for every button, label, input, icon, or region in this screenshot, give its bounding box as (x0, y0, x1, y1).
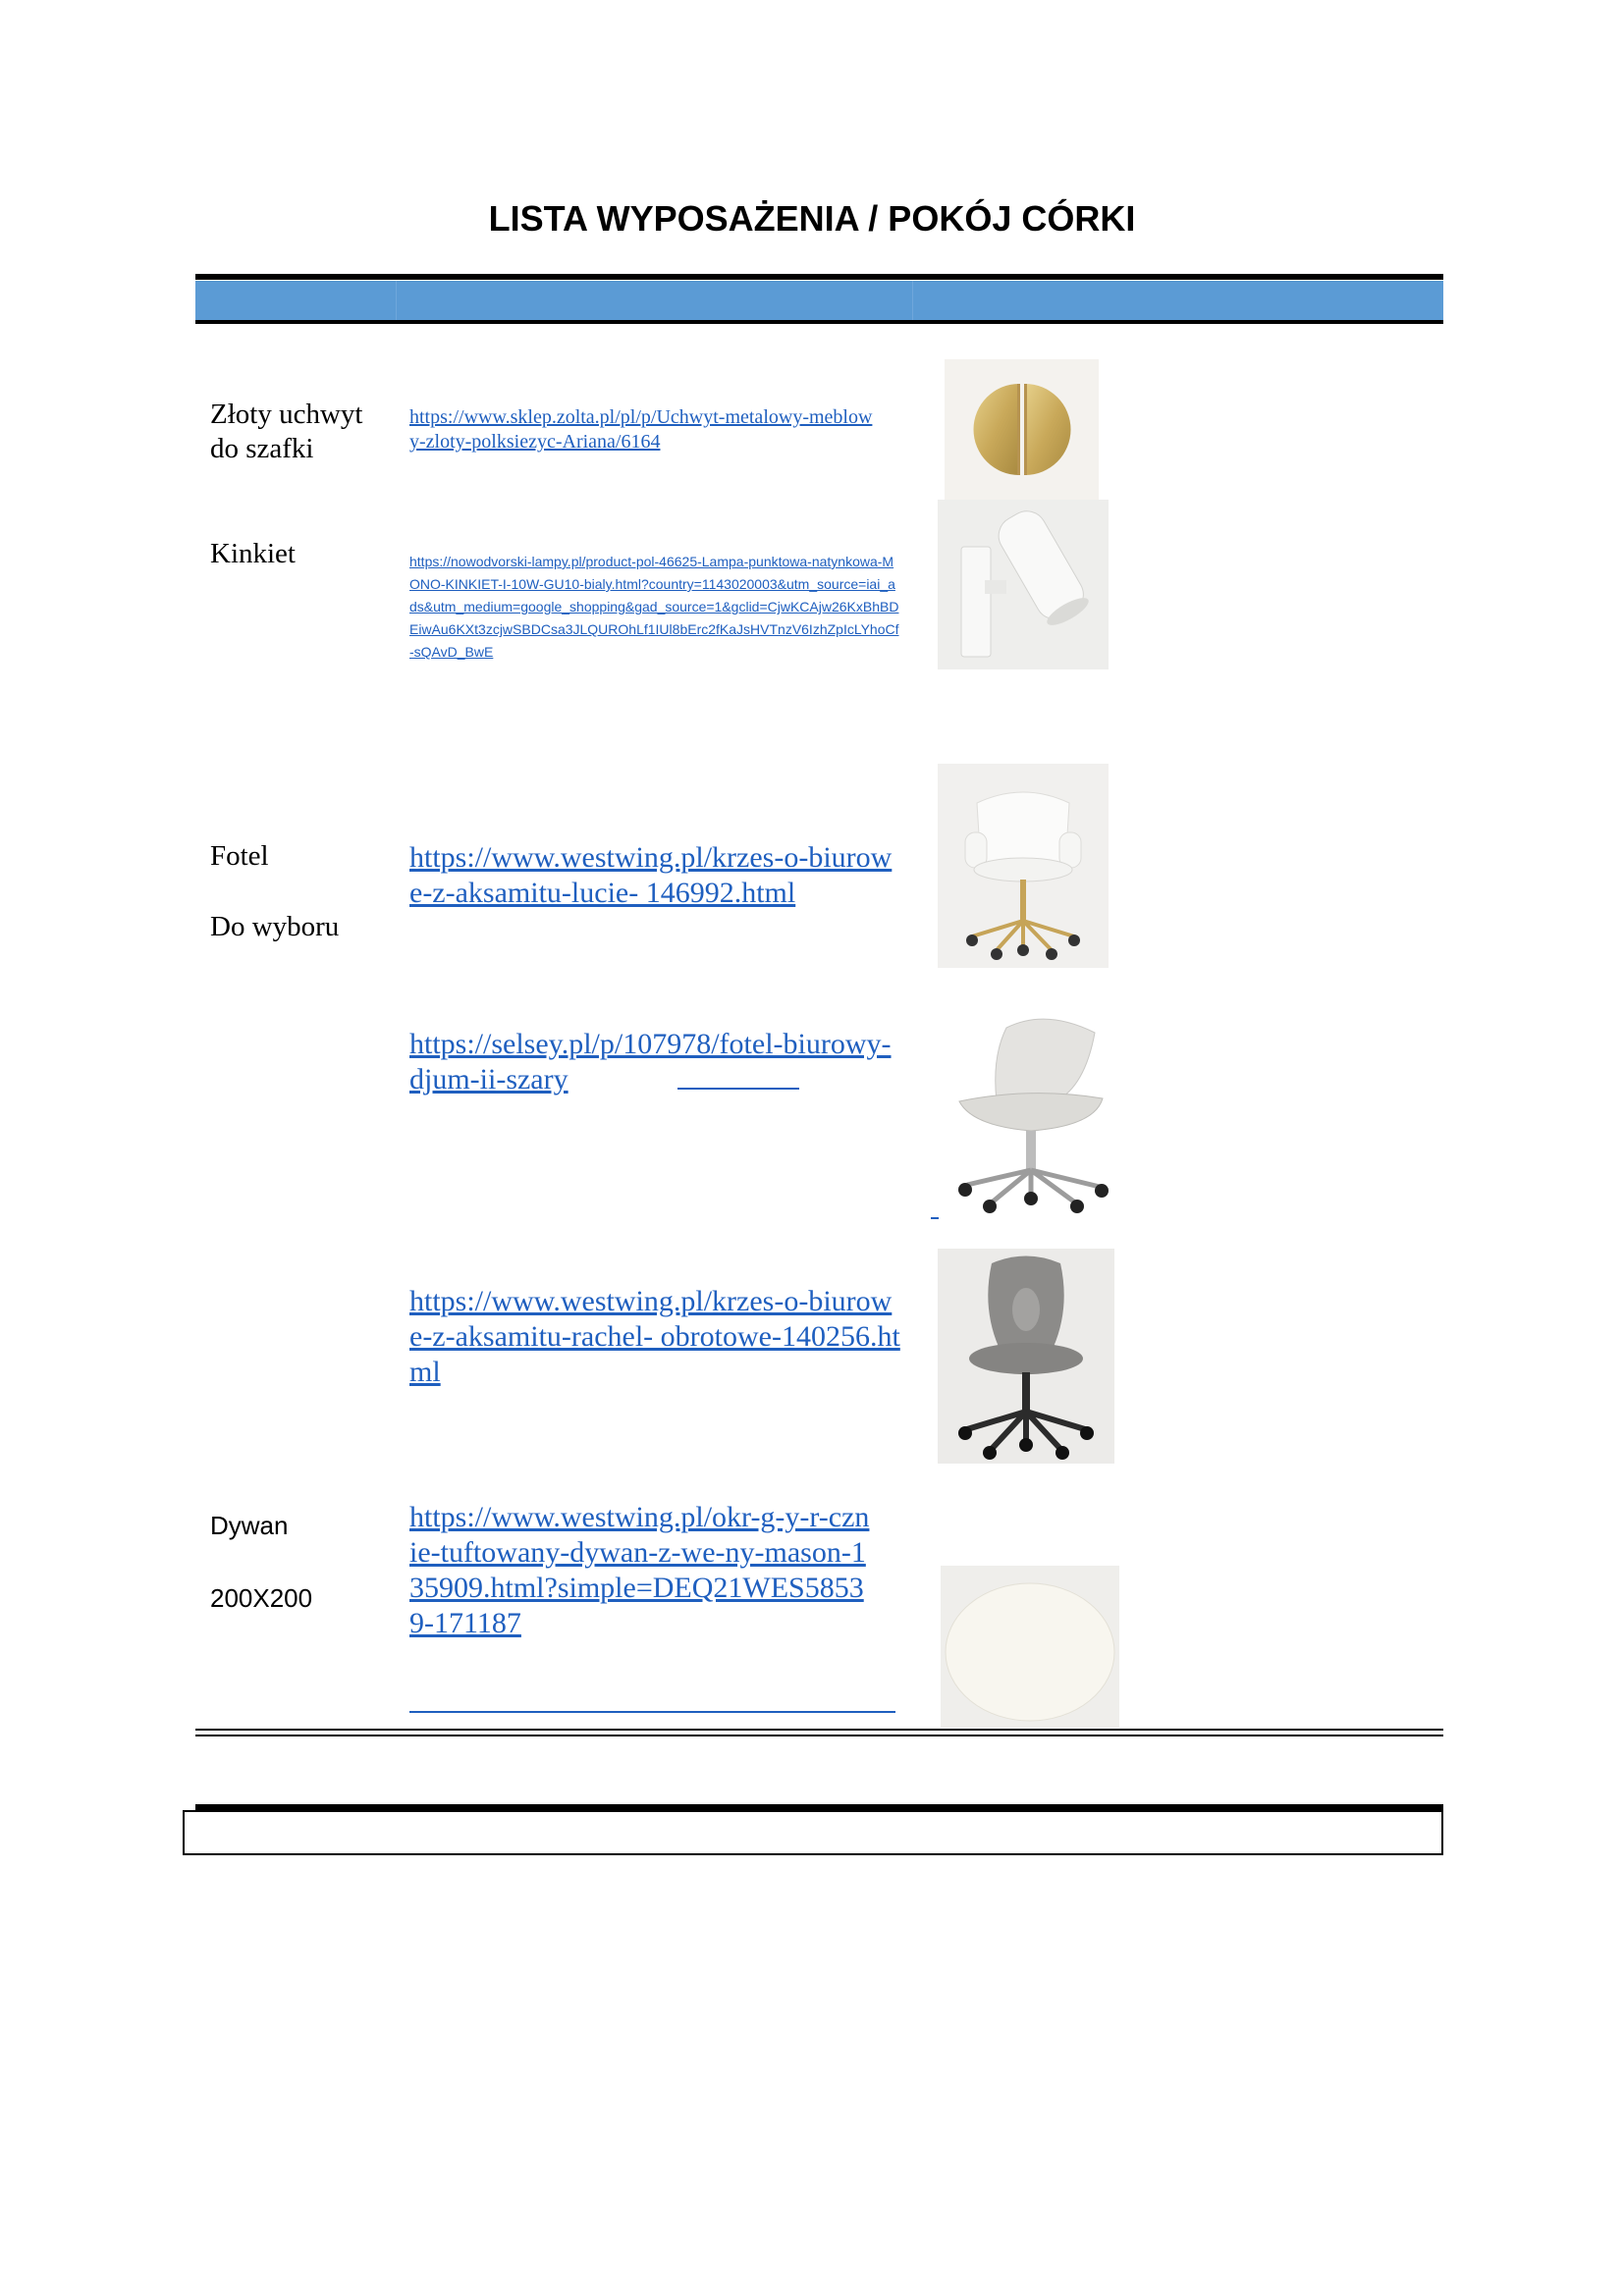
product-link-handle[interactable]: https://www.sklep.zolta.pl/pl/p/Uchwyt-metalowy-meblowy-zloty-polksiezyc-Ariana/6164 (409, 406, 873, 453)
item-label-handle (210, 398, 362, 466)
item-label-line: Fotel (210, 840, 269, 872)
document-title: LISTA WYPOSAŻENIA / POKÓJ CÓRKI (488, 198, 1136, 239)
item-label-fotel (210, 839, 339, 944)
image-anchor-underline (931, 1217, 939, 1219)
link-trailing-underline (409, 1711, 895, 1713)
round-cream-rug-image (941, 1566, 1119, 1728)
top-rule (195, 274, 1443, 280)
item-label-line: Złoty uchwyt (210, 399, 363, 430)
header-band-bottom-rule (195, 320, 1443, 324)
item-label-line: Dywan (210, 1511, 289, 1540)
white-velvet-office-chair-image (938, 764, 1109, 968)
product-link-kinkiet[interactable]: https://nowodvorski-lampy.pl/product-pol-46625-Lampa-punktowa-natynkowa-MONO-KINKIET-I-10W-GU10-bialy.html?country=1143020003&utm_source=iai_ads&utm_medium=google_shopping&gad_source=1&gclid=CjwKCAjw26KxBhBDEiwAu6KXt3zcjwSBDCsa3JLQUROhLf1IUl8bErc2fKaJsHVTnzV6IzhZpIcLYhoCf-sQAvD_BwE (409, 554, 899, 660)
item-label-line: 200X200 (210, 1583, 313, 1613)
item-label-line: do szafki (210, 433, 314, 464)
grey-shell-swivel-chair-image (938, 1008, 1134, 1219)
link-trailing-underline (677, 1088, 799, 1090)
table-bottom-double-rule (195, 1729, 1443, 1731)
product-link-chair-djum[interactable]: https://selsey.pl/p/107978/fotel-biurowy-djum-ii-szary (409, 1028, 892, 1095)
white-wall-spotlight-image (938, 500, 1109, 669)
gold-half-moon-handle-image (945, 359, 1099, 500)
item-label-line: Do wyboru (210, 911, 340, 942)
header-band (195, 281, 1443, 320)
product-link-rug[interactable]: https://www.westwing.pl/okr-g-y-r-cznie-tuftowany-dywan-z-we-ny-mason-135909.html?simple=DEQ21WES58539-171187 (409, 1501, 870, 1639)
product-link-chair-lucie[interactable]: https://www.westwing.pl/krzes-o-biurowe-z-aksamitu-lucie- 146992.html (409, 841, 893, 909)
grey-velvet-swivel-chair-image (938, 1249, 1114, 1464)
item-label-line: Kinkiet (210, 538, 296, 569)
footer-box (183, 1810, 1443, 1855)
table-bottom-double-rule (195, 1735, 1443, 1736)
product-link-chair-rachel[interactable]: https://www.westwing.pl/krzes-o-biurowe-z-aksamitu-rachel- obrotowe-140256.html (409, 1285, 900, 1388)
item-label-kinkiet (210, 537, 296, 571)
item-label-dywan (210, 1508, 312, 1617)
